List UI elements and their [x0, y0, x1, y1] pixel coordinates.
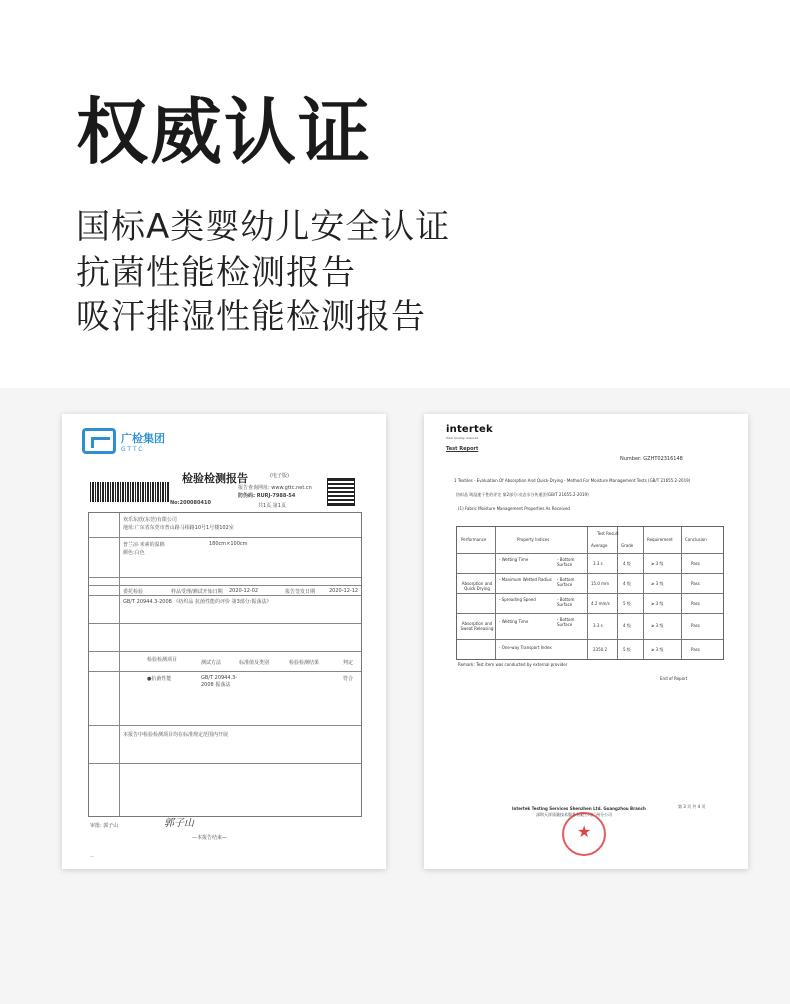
gttc-logo-icon [82, 428, 116, 454]
row-2-prop: - Maximum Wetted Radius [499, 577, 552, 582]
date-label: 样品受理/测试开始日期 [171, 589, 223, 595]
col-project: 检验检测项目 [147, 657, 178, 663]
row-2-req: ≥ 3 级 [651, 581, 664, 586]
row-3-avg: 4.2 mm/s [591, 601, 610, 606]
row-3-concl: Pass [691, 601, 700, 606]
report-number: No:200080410 [170, 500, 211, 506]
remark: Remark: Test item was conducted by external provider [458, 662, 568, 667]
signer: 审批: 郭子山 [90, 823, 119, 829]
row-2-side: - Bottom Surface [557, 577, 575, 587]
row-3-prop: - Spreading Speed [499, 597, 536, 602]
red-seal-stamp [562, 812, 606, 856]
gttc-brand-en: GTTC [121, 445, 145, 453]
company-name-cn: 深圳天祥质量技术服务有限公司广州分公司 [536, 812, 612, 817]
row-5-grade: 5 级 [623, 647, 631, 652]
result-table [456, 526, 724, 660]
certificate-gallery [0, 388, 790, 1004]
subsection: (1) Fabric Moisture Management Properties As Received [458, 506, 570, 511]
row-4-prop: - Wetting Time [499, 619, 529, 624]
row-1-side: - Bottom Surface [557, 557, 575, 567]
row-4-side: - Bottom Surface [557, 617, 575, 627]
th-performance: Performance [461, 537, 487, 542]
report-page: 共1页 第1页 [258, 503, 286, 509]
col-result: 检验检测结果 [289, 660, 320, 666]
page-title: 权威认证 [76, 90, 373, 174]
security-code: 防伪码: RURJ-7988-54 [238, 493, 296, 499]
row-judge: 符合 [343, 676, 354, 682]
intertek-logo: intertek [446, 424, 493, 435]
th-grade: Grade [621, 543, 634, 548]
col-standard: 标准值及类别 [239, 660, 270, 666]
report-number: Number: GZHT02316148 [620, 456, 683, 462]
footer-note: — [90, 854, 94, 859]
star-icon: ★ [577, 822, 592, 841]
report-heading: Test Report [446, 446, 479, 452]
row-4-concl: Pass [691, 623, 700, 628]
th-conclusion: Conclusion [685, 537, 707, 542]
section-title-cn: 纺织品 吸湿速干性的评定 第2部分:动态水分传递法(GB/T 21655.2-2019) [456, 492, 589, 497]
row-item: ●抗菌性能 [147, 676, 172, 682]
row-5-avg: 2350.2 [593, 647, 607, 652]
end-mark: —本报告结束— [192, 835, 228, 841]
company-name: Intertek Testing Services Shenzhen Ltd. Guangzhou Branch [512, 806, 646, 811]
report-title: 检验检测报告 [182, 472, 248, 485]
client-address: 地址:广东省东莞市普山路马相路10号1号楼102室 [123, 525, 234, 531]
row-4-avg: 3.3 s [593, 623, 603, 628]
sample-name: 普兰凉·米素的温棉 [123, 542, 165, 548]
row-5-concl: Pass [691, 647, 700, 652]
query-site: 报告查询网址: www.gttc.net.cn [238, 485, 312, 491]
perf-absorption-quick-drying: Absorption and Quick Drying [461, 581, 493, 591]
th-average: Average [591, 543, 608, 548]
intertek-tagline: Total Quality. Assured. [446, 436, 480, 440]
date-value: 2020-12-02 [229, 588, 259, 594]
col-method: 测试方法 [201, 660, 222, 666]
row-1-concl: Pass [691, 561, 700, 566]
row-1-prop: - Wetting Time [499, 557, 529, 562]
row-5-prop: - One-way Transport Index [499, 645, 552, 650]
qr-code-icon [327, 478, 355, 506]
row-1-req: ≥ 3 级 [651, 561, 664, 566]
subtitle-line-2: 抗菌性能检测报告 [76, 253, 356, 293]
row-4-grade: 4 级 [623, 623, 631, 628]
th-property: Property Indices [517, 537, 550, 542]
sample-color: 颜色:白色 [123, 550, 145, 556]
end-of-report: End of Report [660, 676, 688, 681]
row-3-grade: 5 级 [623, 601, 631, 606]
report-title-note: (电子版) [270, 473, 289, 479]
gttc-logo [82, 428, 165, 454]
row-1-grade: 4 级 [623, 561, 631, 566]
row-3-req: ≥ 3 级 [651, 601, 664, 606]
th-requirement: Requirement [647, 537, 673, 542]
issue-value: 2020-12-12 [329, 588, 359, 594]
intertek-report-image[interactable] [424, 414, 748, 869]
row-1-avg: 3.3 s [593, 561, 603, 566]
sample-spec: 180cm×100cm [209, 541, 248, 547]
col-judge: 判定 [343, 660, 354, 666]
row-method: GB/T 20944.3-2008 振荡法 [201, 675, 238, 688]
subtitle-line-3: 吸汗排湿性能检测报告 [76, 297, 426, 337]
test-standard: GB/T 20944.3-2008 《纺织品 抗菌性能的评价 第3部分:振荡法》 [123, 599, 272, 605]
signature: 郭子山 [164, 818, 194, 829]
gttc-brand-cn: 广检集团 [121, 431, 165, 445]
row-2-concl: Pass [691, 581, 700, 586]
row-5-req: ≥ 3 级 [651, 647, 664, 652]
client-name: 欢乐东欣(东莞)有限公司 [123, 517, 177, 523]
report-table [88, 512, 362, 817]
row-4-req: ≥ 3 级 [651, 623, 664, 628]
barcode-icon [90, 482, 170, 502]
row-2-grade: 4 级 [623, 581, 631, 586]
page-number: 第 3 页 共 4 页 [678, 804, 706, 809]
issue-label: 报告签发日期 [285, 589, 316, 595]
row-2-avg: 15.0 mm [591, 581, 609, 586]
subtitle-line-1: 国标A类婴幼儿安全认证 [76, 207, 451, 247]
perf-absorption-sweat: Absorption and Sweat Releasing [460, 621, 494, 631]
remark: 本报告中检验检测项目均在标准规定范围内开展 [123, 732, 229, 738]
test-type: 委托检验 [123, 589, 144, 595]
th-result: Test Result [597, 531, 619, 536]
gttc-report-image[interactable] [62, 414, 386, 869]
row-3-side: - Bottom Surface [557, 597, 575, 607]
section-title: 1 Textiles - Evaluation Of Absorption And Quick-Drying - Method For Moisture Management Tests (GB/T 21655.2-2019) [454, 478, 691, 483]
